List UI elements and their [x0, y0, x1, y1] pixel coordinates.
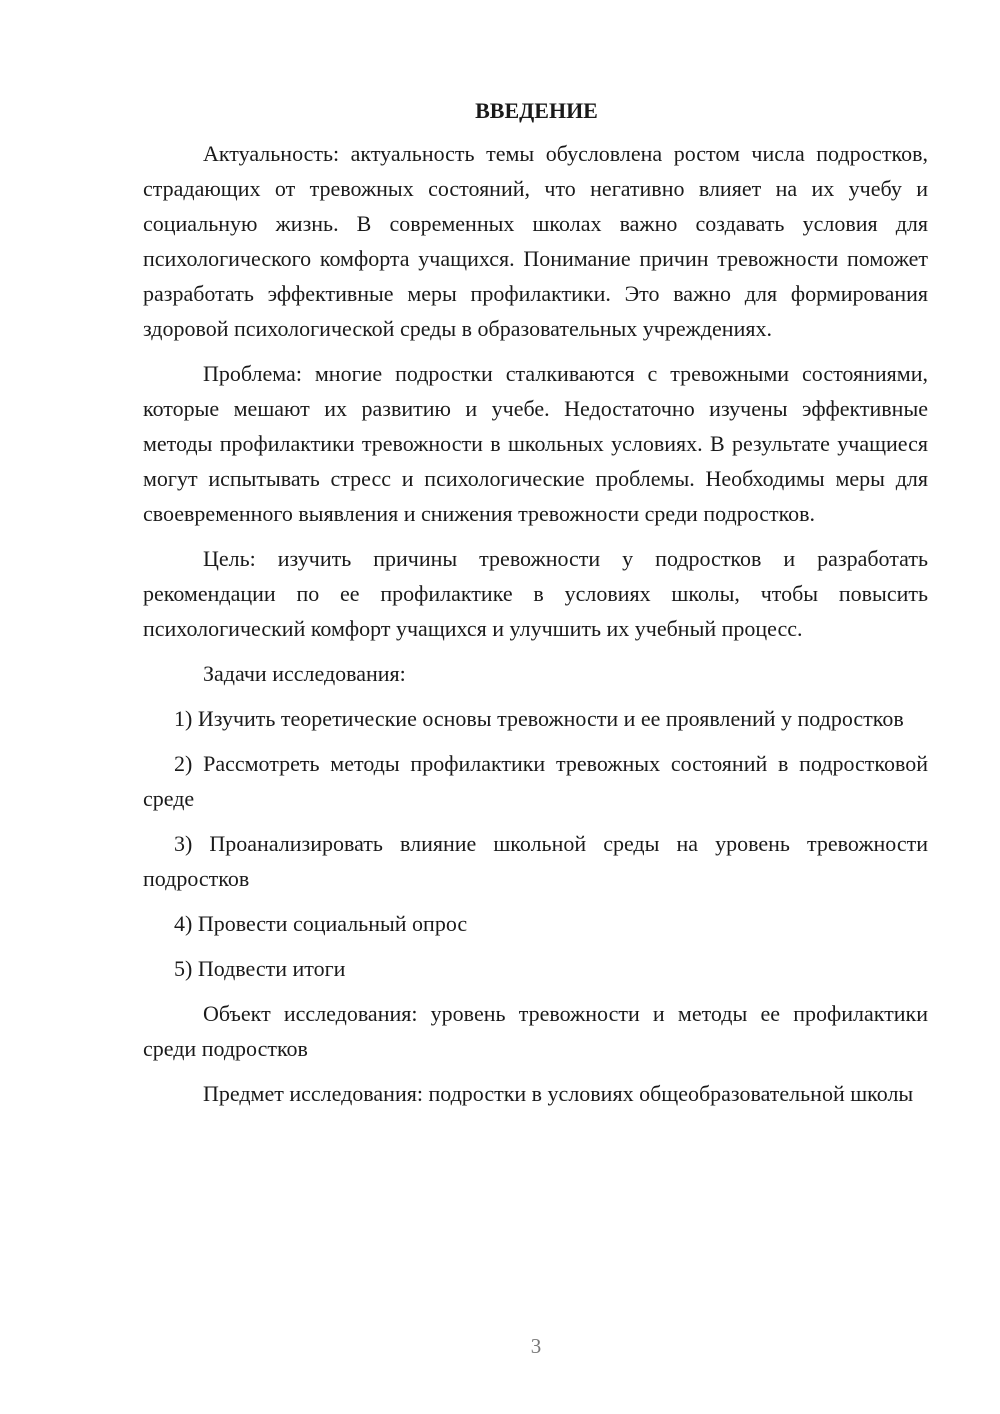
- task-item: 1) Изучить теоретические основы тревожности и ее проявлений у подростков: [174, 706, 904, 731]
- subject-paragraph: Предмет исследования: подростки в условиях общеобразовательной школы: [203, 1081, 914, 1106]
- page-title: ВВЕДЕНИЕ: [475, 98, 598, 123]
- task-item: 2) Рассмотреть методы профилактики тревожных состояний в подростковой среде: [143, 751, 928, 811]
- task-item: 3) Проанализировать влияние школьной среды на уровень тревожности подростков: [143, 831, 928, 891]
- relevance-paragraph: Актуальность: актуальность темы обусловлена ростом числа подростков, страдающих от тревожных состояний, что негативно влияет на их учебу и социальную жизнь. В современных школах важно создавать условия для психологического комфорта учащихся. Понимание причин тревожности поможет разработать эффективные меры профилактики. Это важно для формирования здоровой психологической среды в образовательных учреждениях.: [143, 141, 928, 341]
- problem-paragraph: Проблема: многие подростки сталкиваются с тревожными состояниями, которые мешают их развитию и учебе. Недостаточно изучены эффективные методы профилактики тревожности в школьных условиях. В результате учащиеся могут испытывать стресс и психологические проблемы. Необходимы меры для своевременного выявления и снижения тревожности среди подростков.: [143, 361, 928, 526]
- tasks-heading: Задачи исследования:: [203, 661, 406, 686]
- page-number: 3: [530, 1334, 542, 1358]
- task-item: 4) Провести социальный опрос: [174, 911, 468, 936]
- object-paragraph: Объект исследования: уровень тревожности и методы ее профилактики среди подростков: [143, 1001, 928, 1061]
- task-item: 5) Подвести итоги: [174, 956, 346, 981]
- goal-paragraph: Цель: изучить причины тревожности у подростков и разработать рекомендации по ее профилактике в условиях школы, чтобы повысить психологический комфорт учащихся и улучшить их учебный процесс.: [143, 546, 928, 641]
- page-content: [143, 96, 928, 1121]
